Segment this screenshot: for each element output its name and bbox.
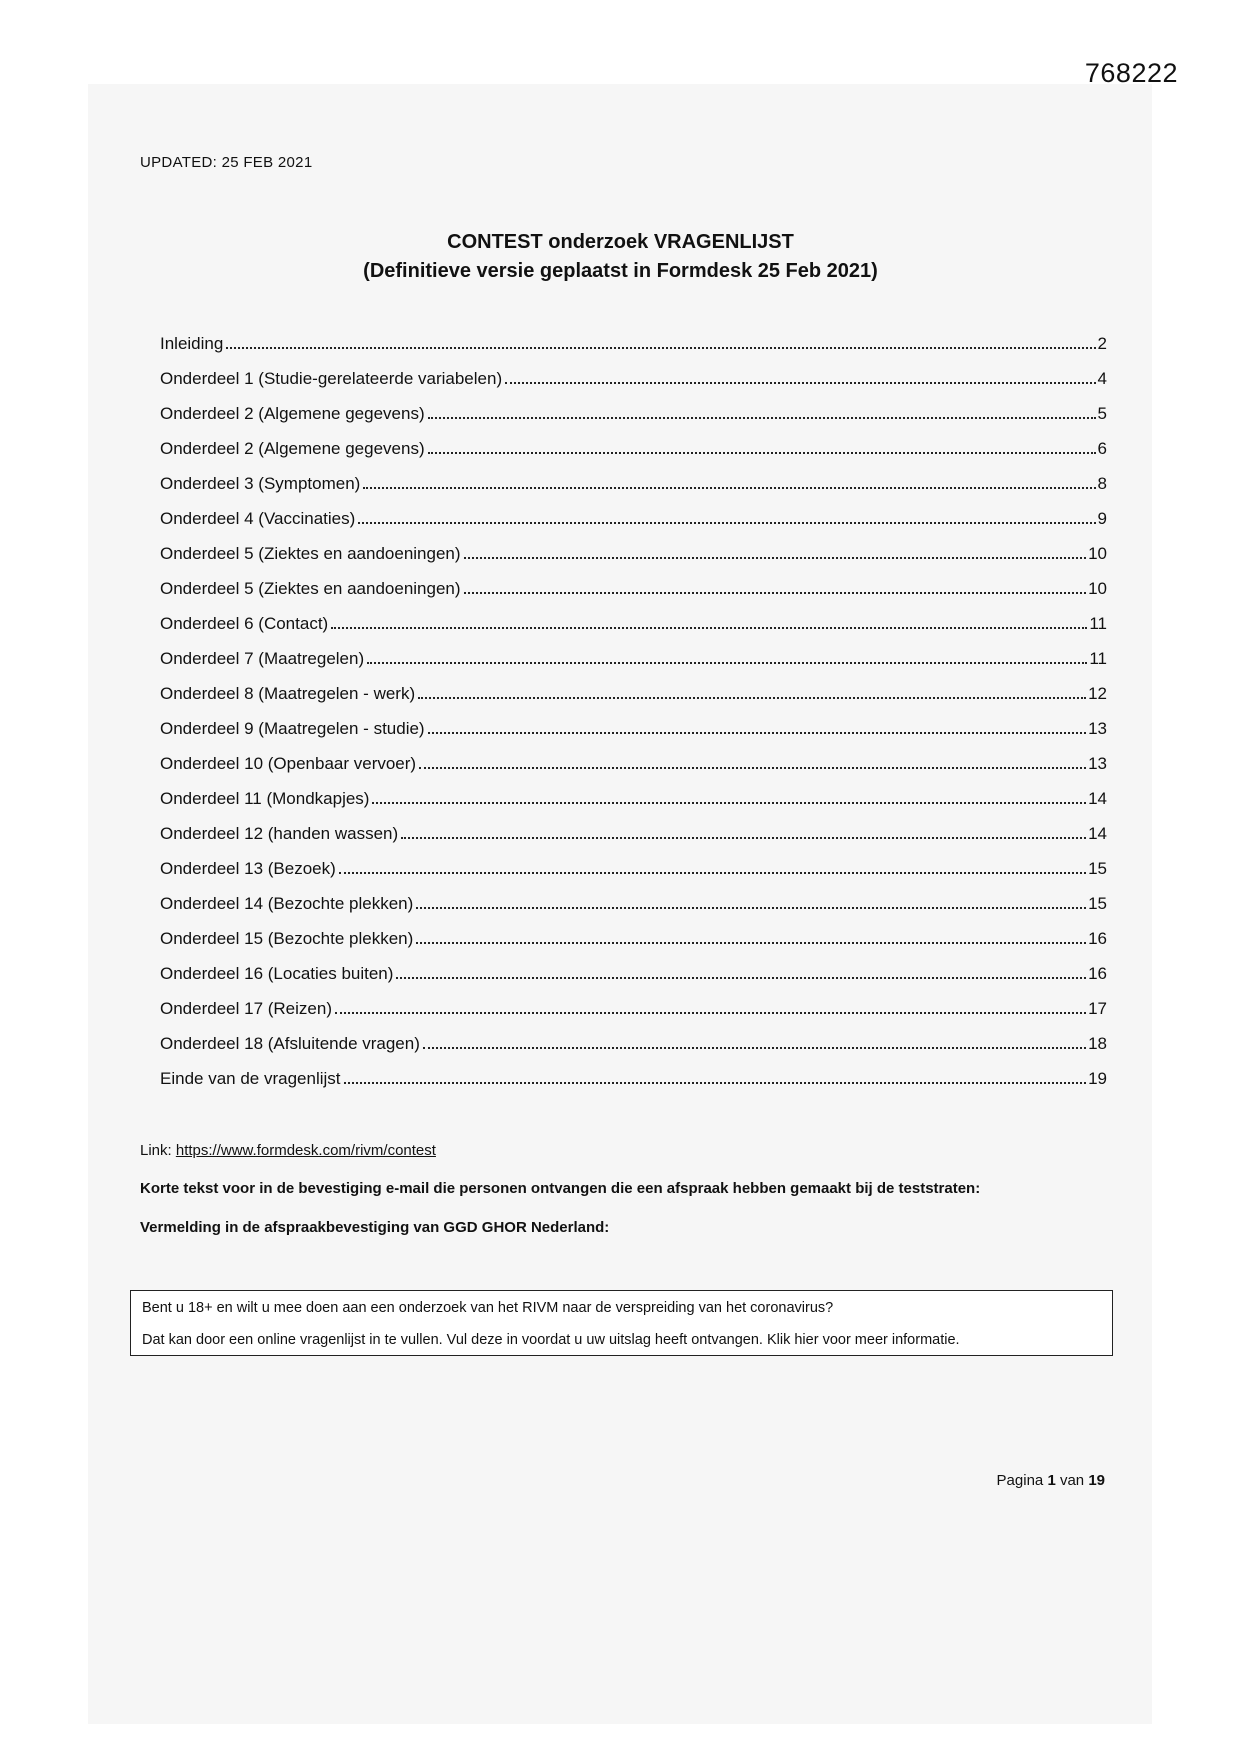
page-number xyxy=(997,1472,1105,1489)
link-line xyxy=(140,1142,436,1159)
toc-entry-label: Onderdeel 12 (handen wassen) xyxy=(160,824,399,843)
toc-dot-leader xyxy=(396,976,1086,979)
toc-entry-label: Onderdeel 8 (Maatregelen - werk) xyxy=(160,684,416,703)
toc-entry[interactable] xyxy=(160,929,1107,964)
toc-entry[interactable] xyxy=(160,474,1107,509)
toc-dot-leader xyxy=(416,941,1086,944)
toc-entry[interactable] xyxy=(160,789,1107,824)
toc-entry-page: 13 xyxy=(1088,754,1107,773)
toc-dot-leader xyxy=(505,381,1095,384)
page-current: 1 xyxy=(1047,1472,1056,1489)
toc-entry[interactable] xyxy=(160,334,1107,369)
toc-entry[interactable] xyxy=(160,509,1107,544)
toc-entry[interactable] xyxy=(160,1034,1107,1069)
notice-box xyxy=(130,1290,1113,1356)
toc-dot-leader xyxy=(372,801,1086,804)
toc-entry[interactable] xyxy=(160,754,1107,789)
toc-dot-leader xyxy=(423,1046,1086,1049)
toc-entry[interactable] xyxy=(160,369,1107,404)
toc-dot-leader xyxy=(344,1081,1087,1084)
toc-entry-page: 10 xyxy=(1088,579,1107,598)
toc-entry-label: Onderdeel 14 (Bezochte plekken) xyxy=(160,894,414,913)
toc-entry-page: 15 xyxy=(1088,859,1107,878)
toc-dot-leader xyxy=(418,696,1086,699)
link-prefix: Link: xyxy=(140,1142,176,1159)
toc-dot-leader xyxy=(335,1011,1086,1014)
formdesk-link[interactable]: https://www.formdesk.com/rivm/contest xyxy=(175,1142,436,1159)
toc-entry-label: Einde van de vragenlijst xyxy=(160,1069,341,1088)
toc-dot-leader xyxy=(401,836,1086,839)
toc-entry-page: 12 xyxy=(1088,684,1107,703)
toc-entry-label: Onderdeel 1 (Studie-gerelateerde variabelen) xyxy=(160,369,503,388)
toc-entry-page: 15 xyxy=(1088,894,1107,913)
toc-entry-page: 14 xyxy=(1088,824,1107,843)
toc-dot-leader xyxy=(363,486,1095,489)
page-separator: van xyxy=(1059,1472,1085,1489)
toc-dot-leader xyxy=(367,661,1087,664)
page-prefix: Pagina xyxy=(996,1472,1044,1489)
toc-entry-label: Onderdeel 11 (Mondkapjes) xyxy=(160,789,370,808)
toc-dot-leader xyxy=(428,731,1086,734)
toc-entry-label: Onderdeel 18 (Afsluitende vragen) xyxy=(160,1034,420,1053)
toc-entry[interactable] xyxy=(160,859,1107,894)
document-number: 768222 xyxy=(1084,58,1178,88)
toc-entry[interactable] xyxy=(160,439,1107,474)
page-total: 19 xyxy=(1088,1472,1105,1489)
toc-entry[interactable] xyxy=(160,579,1107,614)
toc-entry-page: 6 xyxy=(1097,439,1107,458)
toc-dot-leader xyxy=(419,766,1086,769)
toc-entry-label: Onderdeel 2 (Algemene gegevens) xyxy=(160,404,425,423)
toc-dot-leader xyxy=(331,626,1087,629)
toc-entry[interactable] xyxy=(160,544,1107,579)
toc-entry-label: Onderdeel 15 (Bezochte plekken) xyxy=(160,929,414,948)
toc-entry-page: 16 xyxy=(1088,929,1107,948)
table-of-contents xyxy=(160,334,1107,1104)
toc-entry[interactable] xyxy=(160,684,1107,719)
notice-line-1: Bent u 18+ en wilt u mee doen aan een onderzoek van het RIVM naar de verspreiding van het coronavirus? xyxy=(142,1300,834,1316)
toc-entry-label: Onderdeel 16 (Locaties buiten) xyxy=(160,964,394,983)
confirmation-email-heading: Korte tekst voor in de bevestiging e-mail die personen ontvangen die een afspraak hebben gemaakt bij de teststraten: xyxy=(140,1180,981,1197)
toc-entry[interactable] xyxy=(160,824,1107,859)
toc-entry-label: Onderdeel 5 (Ziektes en aandoeningen) xyxy=(160,579,461,598)
toc-dot-leader xyxy=(358,521,1095,524)
toc-entry[interactable] xyxy=(160,1069,1107,1104)
toc-entry-label: Onderdeel 9 (Maatregelen - studie) xyxy=(160,719,425,738)
toc-dot-leader xyxy=(464,556,1087,559)
toc-entry-page: 8 xyxy=(1097,474,1107,493)
toc-entry[interactable] xyxy=(160,649,1107,684)
notice-line-2: Dat kan door een online vragenlijst in te vullen. Vul deze in voordat u uw uitslag heeft ontvangen. Klik hier voor meer informatie. xyxy=(142,1332,960,1348)
toc-entry-label: Onderdeel 10 (Openbaar vervoer) xyxy=(160,754,417,773)
toc-entry[interactable] xyxy=(160,964,1107,999)
document-subtitle: (Definitieve versie geplaatst in Formdesk 25 Feb 2021) xyxy=(363,260,878,282)
toc-entry-page: 14 xyxy=(1088,789,1107,808)
toc-entry-label: Onderdeel 17 (Reizen) xyxy=(160,999,332,1018)
toc-entry[interactable] xyxy=(160,404,1107,439)
toc-entry-page: 19 xyxy=(1088,1069,1107,1088)
toc-dot-leader xyxy=(339,871,1086,874)
toc-entry-page: 11 xyxy=(1089,649,1107,668)
toc-entry-label: Onderdeel 4 (Vaccinaties) xyxy=(160,509,356,528)
toc-entry-label: Onderdeel 7 (Maatregelen) xyxy=(160,649,365,668)
toc-dot-leader xyxy=(416,906,1086,909)
toc-entry-page: 4 xyxy=(1097,369,1107,388)
toc-entry-page: 18 xyxy=(1088,1034,1107,1053)
toc-entry-page: 11 xyxy=(1089,614,1107,633)
toc-entry[interactable] xyxy=(160,894,1107,929)
toc-entry-page: 9 xyxy=(1097,509,1107,528)
toc-entry[interactable] xyxy=(160,614,1107,649)
toc-entry-label: Inleiding xyxy=(160,334,224,353)
ggd-confirmation-heading: Vermelding in de afspraakbevestiging van GGD GHOR Nederland: xyxy=(140,1219,610,1236)
updated-date: UPDATED: 25 FEB 2021 xyxy=(140,154,313,171)
toc-entry-label: Onderdeel 3 (Symptomen) xyxy=(160,474,361,493)
toc-dot-leader xyxy=(464,591,1087,594)
toc-entry-page: 16 xyxy=(1088,964,1107,983)
toc-entry-page: 2 xyxy=(1097,334,1107,353)
toc-dot-leader xyxy=(428,416,1096,419)
toc-entry[interactable] xyxy=(160,719,1107,754)
toc-entry-page: 17 xyxy=(1088,999,1107,1018)
toc-entry-page: 5 xyxy=(1097,404,1107,423)
toc-entry-label: Onderdeel 2 (Algemene gegevens) xyxy=(160,439,425,458)
toc-entry-page: 13 xyxy=(1088,719,1107,738)
toc-dot-leader xyxy=(226,346,1095,349)
toc-entry-page: 10 xyxy=(1088,544,1107,563)
toc-entry-label: Onderdeel 13 (Bezoek) xyxy=(160,859,336,878)
document-title: CONTEST onderzoek VRAGENLIJST xyxy=(447,231,794,253)
toc-entry-label: Onderdeel 5 (Ziektes en aandoeningen) xyxy=(160,544,461,563)
toc-entry[interactable] xyxy=(160,999,1107,1034)
toc-dot-leader xyxy=(428,451,1096,454)
toc-entry-label: Onderdeel 6 (Contact) xyxy=(160,614,329,633)
